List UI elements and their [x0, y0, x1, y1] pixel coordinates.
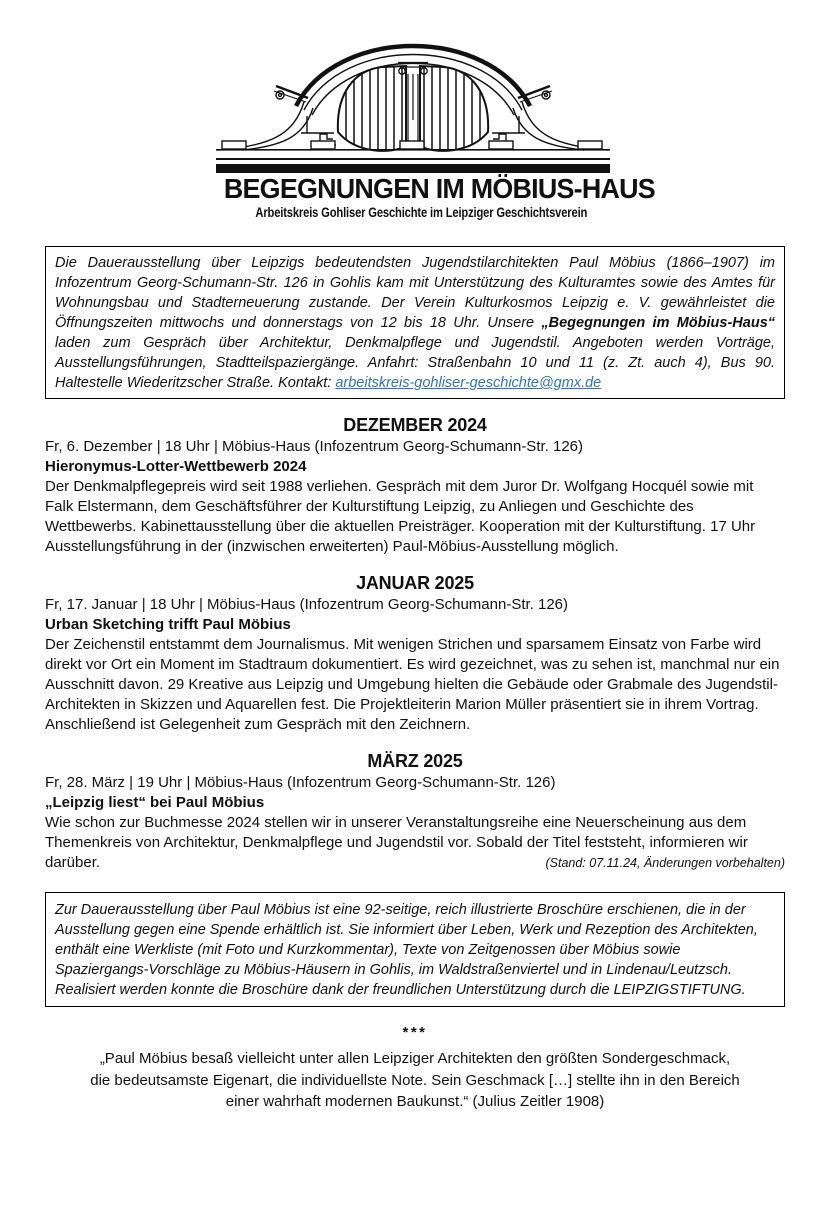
intro-bold-phrase: „Begegnungen im Möbius-Haus“ [541, 315, 776, 331]
event-title: Hieronymus-Lotter-Wettbewerb 2024 [45, 458, 307, 475]
event-section-maerz-2025 [45, 750, 785, 873]
event-title: Urban Sketching trifft Paul Möbius [45, 616, 291, 633]
event-datetime: Fr, 28. März | 19 Uhr | Möbius-Haus (Infozentrum Georg-Schumann-Str. 126) [45, 774, 556, 791]
month-heading: DEZEMBER 2024 [343, 415, 487, 435]
intro-box [45, 246, 785, 399]
quote-line: die bedeutsamste Eigenart, die individuellste Note. Sein Geschmack […] stellte ihn in den Bereich [90, 1071, 740, 1089]
contact-email-link[interactable]: arbeitskreis-gohliser-geschichte@gmx.de [335, 375, 602, 391]
event-title: „Leipzig liest“ bei Paul Möbius [45, 794, 265, 811]
month-heading: MÄRZ 2025 [367, 751, 463, 771]
closing-quote [45, 1048, 785, 1113]
event-datetime: Fr, 6. Dezember | 18 Uhr | Möbius-Haus (Infozentrum Georg-Schumann-Str. 126) [45, 438, 584, 455]
intro-text-start: Die Dauerausstellung über Leipzigs bedeutendsten Jugendstilarchitekten Paul Möbius (1866–1907) im Infozentrum Georg-Schumann-Str. 126 in Gohlis kam mit Unterstützung des Kulturamtes sowie des Amtes für Wohnungsbau und Stadterneuerung zustande. Der Verein Kulturkosmos Leipzig e. V. gewährleistet die Öffnungszeiten mittwochs und donnerstags von 12 bis 18 Uhr. Unsere [55, 255, 775, 331]
event-datetime: Fr, 17. Januar | 18 Uhr | Möbius-Haus (Infozentrum Georg-Schumann-Str. 126) [45, 596, 569, 613]
month-heading: JANUAR 2025 [356, 573, 474, 593]
status-note: (Stand: 07.11.24, Änderungen vorbehalten) [545, 856, 785, 870]
event-section-dezember-2024 [45, 414, 785, 557]
quote-line: einer wahrhaft modernen Baukunst.“ (Julius Zeitler 1908) [225, 1093, 605, 1110]
section-divider-stars: *** [402, 1024, 428, 1041]
intro-text-end: laden zum Gespräch über Architektur, Denkmalpflege und Jugendstil. Angeboten werden Vorträge, Ausstellungsführungen, Stadtteilspaziergänge. Anfahrt: Straßenbahn 10 und 11 (z. Zt. auch 4), Bus 90. Haltestelle Wiederitzscher Straße. Kontakt: [55, 335, 775, 391]
event-description: Der Zeichenstil entstammt dem Journalismus. Mit wenigen Strichen und sparsamem Einsatz von Farbe wird direkt vor Ort ein Moment im Stadtraum dokumentiert. Es wird gezeichnet, was zu sehen ist, manchmal nur ein Ausschnitt davon. 29 Kreative aus Leipzig und Umgebung hielten die Gebäude oder Grabmale des Jugendstil-Architekten in Skizzen und Aquarellen fest. Die Projektleiterin Marion Müller präsentiert sie in ihrem Vortrag. Anschließend ist Gelegenheit zum Gespräch mit den Zeichnern. [45, 636, 780, 733]
header [216, 38, 655, 220]
event-description: Der Denkmalpflegepreis wird seit 1988 verliehen. Gespräch mit dem Juror Dr. Wolfgang Hocquél sowie mit Falk Elstermann, dem Geschäftsführer der Kulturstiftung Leipzig, zu Anliegen und Geschichte des Wettbewerbs. Kabinettausstellung über die aktuellen Preisträger. Kooperation mit der Kulturstiftung. 17 Uhr Ausstellungsführung in der (inzwischen erweiterten) Paul-Möbius-Ausstellung möglich. [45, 478, 756, 555]
brochure-text: Zur Dauerausstellung über Paul Möbius ist eine 92-seitige, reich illustrierte Broschüre erschienen, die in der Ausstellung gegen eine Spende erhältlich ist. Sie informiert über Leben, Werk und Rezeption des Architekten, enthält eine Werkliste (mit Foto und Kurzkommentar), Texte von Zeitgenossen über Möbius sowie Spaziergangs-Vorschläge zu Möbius-Häusern in Gohlis, im Waldstraßenviertel und in Lindenau/Leutzsch. Realisiert werden konnte die Broschüre dank der freundlichen Unterstützung durch die LEIPZIGSTIFTUNG. [55, 902, 758, 998]
event-section-januar-2025 [45, 572, 785, 735]
event-description-wrap [45, 813, 785, 873]
moebius-haus-arch-icon [216, 38, 610, 173]
brochure-box [45, 892, 785, 1007]
event-description: Wie schon zur Buchmesse 2024 stellen wir in unserer Veranstaltungsreihe eine Neuerscheinung aus dem Themenkreis von Architektur, Denkmalpflege und Jugendstil vor. Sobald der Titel feststeht, informieren wir darüber. [45, 814, 748, 871]
flyer-page [0, 38, 826, 1207]
main-content [0, 246, 826, 1113]
quote-line: „Paul Möbius besaß vielleicht unter allen Leipziger Architekten den größten Sondergeschmack, [99, 1050, 731, 1067]
page-title: BEGEGNUNGEN IM MÖBIUS-HAUS [223, 173, 655, 204]
page-subtitle: Arbeitskreis Gohliser Geschichte im Leipziger Geschichtsverein [255, 204, 588, 220]
